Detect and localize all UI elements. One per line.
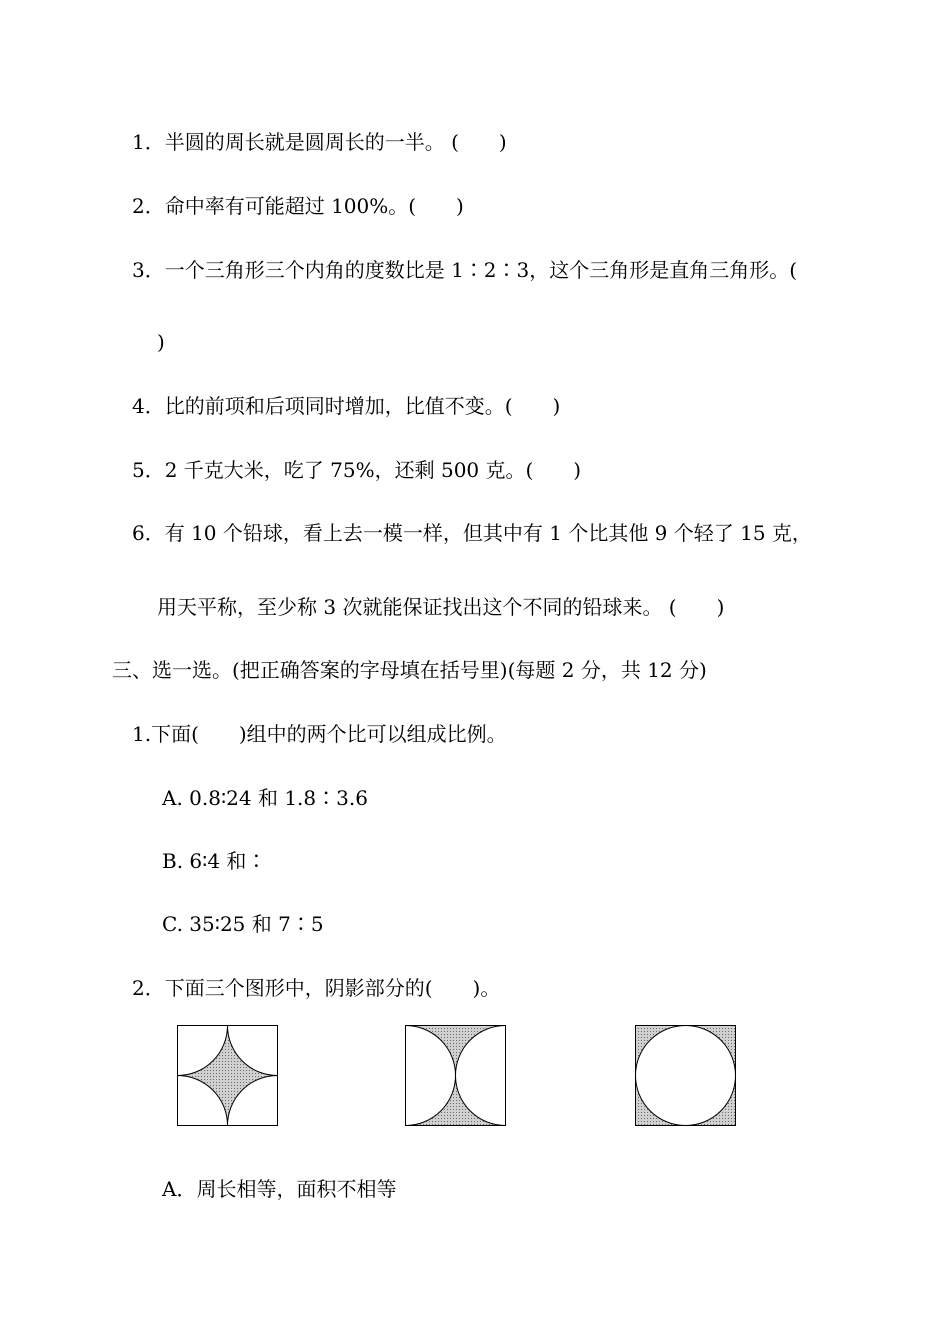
- choice-option-b: B. 6∶4 和∶: [162, 849, 267, 873]
- choice-option-a: A. 0.8∶24 和 1.8∶3.6: [162, 786, 368, 810]
- judgment-question-6: 6．有 10 个铅球，看上去一模一样，但其中有 1 个比其他 9 个轻了 15 克，: [132, 521, 812, 545]
- choice-question-1: 1.下面( )组中的两个比可以组成比例。: [132, 722, 507, 746]
- judgment-question-2: 2．命中率有可能超过 100%。( ): [132, 194, 464, 218]
- inscribed-circle: [636, 1026, 736, 1126]
- section-heading: 三、选一选。(把正确答案的字母填在括号里)(每题 2 分，共 12 分): [112, 658, 707, 682]
- shaded-region: [406, 1026, 506, 1126]
- choice-q2-option-a: A．周长相等，面积不相等: [162, 1177, 397, 1201]
- judgment-question-1: 1．半圆的周长就是圆周长的一半。 ( ): [132, 130, 507, 154]
- choice-question-2: 2．下面三个图形中，阴影部分的( )。: [132, 976, 501, 1000]
- figure-square-two-semicircles: [405, 1025, 506, 1126]
- figure-square-inscribed-circle: [635, 1025, 736, 1126]
- shaded-star: [178, 1026, 278, 1126]
- judgment-question-5: 5．2 千克大米，吃了 75%，还剩 500 克。( ): [132, 458, 582, 482]
- choice-option-c: C. 35∶25 和 7∶5: [162, 912, 324, 936]
- judgment-question-6-continued: 用天平称，至少称 3 次就能保证找出这个不同的铅球来。 ( ): [157, 595, 725, 619]
- judgment-question-3: 3．一个三角形三个内角的度数比是 1∶2∶3，这个三角形是直角三角形。(: [132, 258, 798, 282]
- judgment-question-4: 4．比的前项和后项同时增加，比值不变。( ): [132, 394, 561, 418]
- judgment-question-3-continued: ): [157, 330, 165, 354]
- figure-square-concave-star: [177, 1025, 278, 1126]
